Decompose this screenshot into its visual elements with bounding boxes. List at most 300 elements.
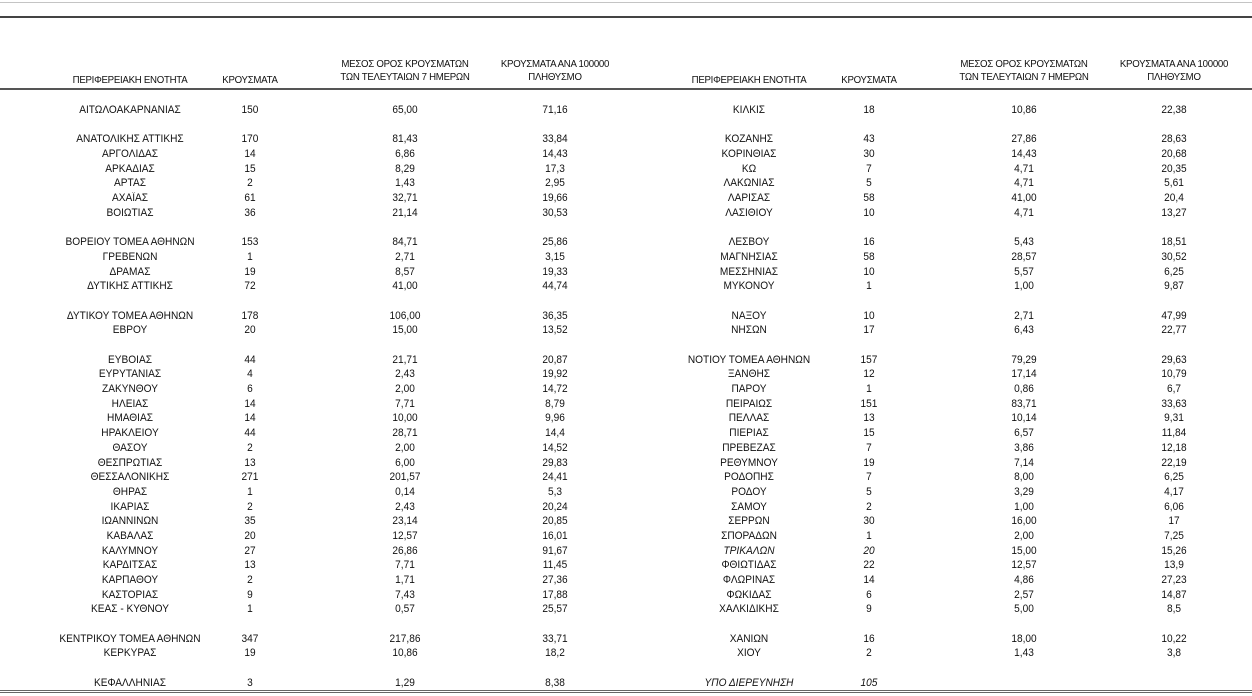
region-cell[interactable]: ΛΑΡΙΣΑΣ xyxy=(727,192,771,205)
region-cell[interactable]: ΜΕΣΣΗΝΙΑΣ xyxy=(719,265,779,278)
per100k-cell[interactable]: 20,24 xyxy=(542,500,568,513)
cases-cell[interactable]: 35 xyxy=(244,515,256,528)
avg7-cell[interactable]: 2,71 xyxy=(1014,309,1034,322)
cases-cell[interactable]: 2 xyxy=(247,177,253,190)
cases-cell[interactable]: 14 xyxy=(863,574,875,586)
table-row xyxy=(619,500,1252,515)
avg7-cell[interactable]: 12,57 xyxy=(1011,559,1037,572)
table-row xyxy=(619,382,1252,397)
avg7-cell[interactable]: 6,86 xyxy=(395,148,415,161)
cases-cell[interactable]: 105 xyxy=(860,676,878,689)
avg7-cell[interactable]: 1,00 xyxy=(1014,280,1034,293)
region-cell[interactable]: ΝΟΤΙΟΥ ΤΟΜΕΑ ΑΘΗΝΩΝ xyxy=(687,353,811,366)
cases-cell[interactable]: 20 xyxy=(863,544,875,557)
cases-cell[interactable]: 14 xyxy=(244,397,256,410)
avg7-cell[interactable]: 5,00 xyxy=(1014,603,1034,616)
avg7-cell[interactable]: 4,71 xyxy=(1014,162,1034,175)
cases-cell[interactable]: 1 xyxy=(247,603,253,616)
region-cell[interactable]: ΧΑΛΚΙΔΙΚΗΣ xyxy=(719,603,779,616)
region-cell[interactable]: ΙΩΑΝΝΙΝΩΝ xyxy=(101,515,159,528)
per100k-cell[interactable]: 3,15 xyxy=(545,250,565,263)
per100k-cell[interactable]: 14,43 xyxy=(542,148,568,161)
per100k-cell[interactable]: 30,53 xyxy=(542,206,568,219)
cases-cell[interactable]: 151 xyxy=(860,397,878,410)
avg7-cell[interactable]: 41,00 xyxy=(392,280,418,293)
cases-cell[interactable]: 43 xyxy=(863,133,875,146)
region-cell[interactable]: ΘΕΣΣΑΛΟΝΙΚΗΣ xyxy=(90,471,170,484)
region-cell[interactable]: ΦΛΩΡΙΝΑΣ xyxy=(722,574,776,586)
region-cell[interactable]: ΦΩΚΙΔΑΣ xyxy=(726,588,772,601)
cases-cell[interactable]: 36 xyxy=(244,206,256,219)
region-cell[interactable]: ΡΕΘΥΜΝΟΥ xyxy=(720,456,778,469)
region-cell[interactable]: ΚΩ xyxy=(741,162,757,175)
avg7-cell[interactable]: 1,43 xyxy=(1014,647,1034,660)
per100k-cell[interactable]: 3,8 xyxy=(1166,647,1182,660)
per100k-cell[interactable]: 6,25 xyxy=(1164,471,1184,484)
avg7-cell[interactable]: 3,29 xyxy=(1014,485,1034,498)
per100k-cell[interactable]: 8,5 xyxy=(1166,603,1182,616)
per100k-cell[interactable]: 15,26 xyxy=(1161,544,1187,557)
per100k-cell[interactable]: 27,23 xyxy=(1161,574,1187,586)
cases-cell[interactable]: 10 xyxy=(863,206,875,219)
region-cell[interactable]: ΞΑΝΘΗΣ xyxy=(727,368,771,381)
per100k-cell[interactable]: 20,87 xyxy=(542,353,568,366)
avg7-cell[interactable]: 217,86 xyxy=(389,632,421,645)
region-cell[interactable]: ΘΗΡΑΣ xyxy=(112,485,148,498)
header-avg7 xyxy=(336,58,474,88)
per100k-cell[interactable]: 13,9 xyxy=(1164,559,1184,572)
cases-cell[interactable]: 271 xyxy=(241,471,259,484)
table-row xyxy=(619,162,1252,177)
cases-cell[interactable]: 44 xyxy=(244,353,256,366)
avg7-cell[interactable]: 83,71 xyxy=(1011,397,1037,410)
avg7-cell[interactable]: 6,00 xyxy=(395,456,415,469)
per100k-cell[interactable]: 36,35 xyxy=(542,309,568,322)
cases-cell[interactable]: 6 xyxy=(866,588,872,601)
per100k-cell[interactable]: 33,84 xyxy=(542,133,568,146)
per100k-cell[interactable]: 22,38 xyxy=(1161,104,1187,116)
table-row xyxy=(0,602,632,617)
table-row xyxy=(0,367,632,382)
per100k-cell[interactable]: 17,3 xyxy=(545,162,565,175)
cases-cell[interactable]: 30 xyxy=(863,515,875,528)
cases-cell[interactable]: 19 xyxy=(863,456,875,469)
per100k-cell[interactable]: 20,85 xyxy=(542,515,568,528)
region-cell[interactable]: ΒΟΙΩΤΙΑΣ xyxy=(106,206,154,219)
cases-cell[interactable]: 10 xyxy=(863,265,875,278)
avg7-cell[interactable]: 5,57 xyxy=(1014,265,1034,278)
avg7-cell[interactable]: 201,57 xyxy=(389,471,421,484)
cases-cell[interactable]: 2 xyxy=(866,647,872,660)
header-avg7 xyxy=(955,58,1093,88)
avg7-cell[interactable]: 18,00 xyxy=(1011,632,1037,645)
cases-cell[interactable]: 22 xyxy=(863,559,875,572)
cases-cell[interactable]: 2 xyxy=(247,441,253,454)
per100k-cell[interactable]: 25,86 xyxy=(542,236,568,249)
table-row xyxy=(619,235,1252,250)
per100k-cell[interactable]: 27,36 xyxy=(542,574,568,586)
region-cell[interactable]: ΓΡΕΒΕΝΩΝ xyxy=(102,250,158,263)
region-cell[interactable]: ΚΟΡΙΝΘΙΑΣ xyxy=(721,148,777,161)
avg7-cell[interactable]: 14,43 xyxy=(1011,148,1037,161)
table-row xyxy=(0,544,632,559)
region-cell[interactable]: ΚΑΣΤΟΡΙΑΣ xyxy=(101,588,159,601)
per100k-cell[interactable]: 20,4 xyxy=(1164,192,1184,205)
region-cell[interactable]: ΡΟΔΟΥ xyxy=(731,485,767,498)
avg7-cell[interactable]: 2,71 xyxy=(395,250,415,263)
avg7-cell[interactable]: 26,86 xyxy=(392,544,418,557)
avg7-cell[interactable]: 21,14 xyxy=(392,206,418,219)
region-cell[interactable]: ΚΕΑΣ - ΚΥΘΝΟΥ xyxy=(91,603,169,616)
avg7-cell[interactable]: 2,00 xyxy=(1014,529,1034,542)
region-cell[interactable]: ΗΛΕΙΑΣ xyxy=(111,397,149,410)
avg7-cell[interactable]: 10,00 xyxy=(392,412,418,425)
table-row xyxy=(619,602,1252,617)
cases-cell[interactable]: 61 xyxy=(244,192,256,205)
region-cell[interactable]: ΣΕΡΡΩΝ xyxy=(728,515,770,528)
cases-cell[interactable]: 170 xyxy=(241,133,259,146)
cases-cell[interactable]: 15 xyxy=(863,427,875,440)
cases-cell[interactable]: 58 xyxy=(863,250,875,263)
avg7-cell[interactable]: 2,57 xyxy=(1014,588,1034,601)
region-cell[interactable]: ΤΡΙΚΑΛΩΝ xyxy=(723,544,775,557)
region-cell[interactable]: ΔΥΤΙΚΟΥ ΤΟΜΕΑ ΑΘΗΝΩΝ xyxy=(66,309,194,322)
per100k-cell[interactable]: 10,22 xyxy=(1161,632,1187,645)
avg7-cell[interactable]: 1,71 xyxy=(395,574,415,586)
per100k-cell[interactable]: 29,83 xyxy=(542,456,568,469)
cases-cell[interactable]: 19 xyxy=(244,647,256,660)
avg7-cell[interactable]: 21,71 xyxy=(392,353,418,366)
cases-cell[interactable]: 58 xyxy=(863,192,875,205)
region-cell[interactable]: ΛΕΣΒΟΥ xyxy=(728,236,770,249)
table-row xyxy=(619,176,1252,191)
avg7-cell[interactable]: 0,86 xyxy=(1014,383,1034,396)
cases-cell[interactable]: 9 xyxy=(247,588,253,601)
region-cell[interactable]: ΚΑΛΥΜΝΟΥ xyxy=(101,544,159,557)
per100k-cell[interactable]: 16,01 xyxy=(542,529,568,542)
per100k-cell[interactable]: 12,18 xyxy=(1161,441,1187,454)
avg7-cell[interactable]: 10,86 xyxy=(1011,104,1037,116)
region-cell[interactable]: ΒΟΡΕΙΟΥ ΤΟΜΕΑ ΑΘΗΝΩΝ xyxy=(65,236,195,249)
per100k-cell[interactable]: 20,68 xyxy=(1161,148,1187,161)
cases-cell[interactable]: 10 xyxy=(863,309,875,322)
region-cell[interactable]: ΚΑΡΔΙΤΣΑΣ xyxy=(102,559,158,572)
per100k-cell[interactable]: 14,4 xyxy=(545,427,565,440)
avg7-cell[interactable]: 15,00 xyxy=(392,324,418,337)
region-cell[interactable]: ΠΡΕΒΕΖΑΣ xyxy=(722,441,776,454)
avg7-cell[interactable]: 81,43 xyxy=(392,133,418,146)
region-cell[interactable]: ΑΡΤΑΣ xyxy=(114,177,146,190)
cases-cell[interactable]: 30 xyxy=(863,148,875,161)
region-cell[interactable]: ΑΡΚΑΔΙΑΣ xyxy=(105,162,155,175)
table-row xyxy=(0,235,632,250)
avg7-cell[interactable]: 4,71 xyxy=(1014,177,1034,190)
region-cell[interactable]: ΕΥΡΥΤΑΝΙΑΣ xyxy=(98,368,162,381)
per100k-cell[interactable]: 24,41 xyxy=(542,471,568,484)
per100k-cell[interactable]: 33,71 xyxy=(542,632,568,645)
cases-cell[interactable]: 4 xyxy=(247,368,253,381)
per100k-cell[interactable]: 6,7 xyxy=(1166,383,1182,396)
per100k-cell[interactable]: 8,38 xyxy=(545,676,565,689)
cases-cell[interactable]: 17 xyxy=(863,324,875,337)
avg7-cell[interactable]: 2,43 xyxy=(395,500,415,513)
region-cell[interactable]: ΘΕΣΠΡΩΤΙΑΣ xyxy=(97,456,163,469)
cases-cell[interactable]: 153 xyxy=(241,236,259,249)
table-row xyxy=(0,397,632,412)
avg7-cell[interactable]: 17,14 xyxy=(1011,368,1037,381)
cases-cell[interactable]: 13 xyxy=(863,412,875,425)
region-cell[interactable]: ΙΚΑΡΙΑΣ xyxy=(110,500,150,513)
header-per100k xyxy=(1105,58,1243,88)
cases-cell[interactable]: 6 xyxy=(247,383,253,396)
per100k-cell[interactable]: 9,96 xyxy=(545,412,565,425)
table-row xyxy=(619,514,1252,529)
avg7-cell[interactable]: 7,14 xyxy=(1014,456,1034,469)
cases-cell[interactable]: 27 xyxy=(244,544,256,557)
avg7-cell[interactable]: 28,57 xyxy=(1011,250,1037,263)
cases-cell[interactable]: 72 xyxy=(244,280,256,293)
per100k-cell[interactable]: 33,63 xyxy=(1161,397,1187,410)
cases-cell[interactable]: 7 xyxy=(866,162,872,175)
avg7-cell[interactable]: 1,29 xyxy=(395,676,415,689)
region-cell[interactable]: ΖΑΚΥΝΘΟΥ xyxy=(102,383,158,396)
per100k-cell[interactable]: 18,51 xyxy=(1161,236,1187,249)
cases-cell[interactable]: 18 xyxy=(863,104,875,116)
region-cell[interactable]: ΚΕΡΚΥΡΑΣ xyxy=(103,647,157,660)
region-cell[interactable]: ΑΙΤΩΛΟΑΚΑΡΝΑΝΙΑΣ xyxy=(79,104,181,116)
avg7-cell[interactable]: 7,71 xyxy=(395,397,415,410)
table-row xyxy=(619,470,1252,485)
per100k-cell[interactable]: 10,79 xyxy=(1161,368,1187,381)
region-cell[interactable]: ΡΟΔΟΠΗΣ xyxy=(724,471,774,484)
avg7-cell[interactable]: 4,86 xyxy=(1014,574,1034,586)
per100k-cell[interactable]: 5,3 xyxy=(547,485,563,498)
region-cell[interactable]: ΑΡΓΟΛΙΔΑΣ xyxy=(101,148,159,161)
region-cell[interactable]: ΜΥΚΟΝΟΥ xyxy=(723,280,775,293)
cases-cell[interactable]: 14 xyxy=(244,412,256,425)
avg7-cell[interactable]: 10,86 xyxy=(392,647,418,660)
per100k-cell[interactable]: 22,77 xyxy=(1161,324,1187,337)
per100k-cell[interactable]: 8,79 xyxy=(545,397,565,410)
avg7-cell[interactable]: 27,86 xyxy=(1011,133,1037,146)
per100k-cell[interactable]: 19,92 xyxy=(542,368,568,381)
avg7-cell[interactable]: 3,86 xyxy=(1014,441,1034,454)
avg7-cell[interactable]: 0,14 xyxy=(395,485,415,498)
blank-row xyxy=(619,338,1252,353)
avg7-cell[interactable]: 23,14 xyxy=(392,515,418,528)
cases-cell[interactable]: 20 xyxy=(244,529,256,542)
per100k-cell[interactable]: 47,99 xyxy=(1161,309,1187,322)
avg7-cell[interactable]: 16,00 xyxy=(1011,515,1037,528)
blank-row xyxy=(0,221,632,236)
per100k-cell[interactable]: 28,63 xyxy=(1161,133,1187,146)
table-row xyxy=(0,470,632,485)
region-cell[interactable]: ΔΥΤΙΚΗΣ ΑΤΤΙΚΗΣ xyxy=(87,280,173,293)
cases-cell[interactable]: 44 xyxy=(244,427,256,440)
avg7-cell[interactable]: 65,00 xyxy=(392,104,418,116)
region-cell[interactable]: ΧΑΝΙΩΝ xyxy=(729,632,769,645)
region-cell[interactable]: ΦΘΙΩΤΙΔΑΣ xyxy=(721,559,777,572)
per100k-cell[interactable]: 19,33 xyxy=(542,265,568,278)
per100k-cell[interactable]: 18,2 xyxy=(545,647,565,660)
cases-cell[interactable]: 1 xyxy=(247,250,253,263)
avg7-cell[interactable]: 0,57 xyxy=(395,603,415,616)
per100k-cell[interactable]: 25,57 xyxy=(542,603,568,616)
per100k-cell[interactable]: 11,45 xyxy=(542,559,568,572)
cases-cell[interactable]: 16 xyxy=(863,632,875,645)
per100k-cell[interactable]: 29,63 xyxy=(1161,353,1187,366)
cases-cell[interactable]: 12 xyxy=(863,368,875,381)
avg7-cell[interactable]: 8,57 xyxy=(395,265,415,278)
avg7-cell[interactable]: 32,71 xyxy=(392,192,418,205)
per100k-cell[interactable]: 2,95 xyxy=(545,177,565,190)
per100k-cell[interactable]: 71,16 xyxy=(542,104,568,116)
cases-cell[interactable]: 5 xyxy=(866,177,872,190)
avg7-cell[interactable]: 106,00 xyxy=(389,309,421,322)
cases-cell[interactable]: 7 xyxy=(866,441,872,454)
avg7-cell[interactable]: 6,57 xyxy=(1014,427,1034,440)
region-cell[interactable]: ΔΡΑΜΑΣ xyxy=(109,265,151,278)
cases-cell[interactable]: 2 xyxy=(247,500,253,513)
avg7-cell[interactable]: 1,00 xyxy=(1014,500,1034,513)
region-cell[interactable]: ΠΙΕΡΙΑΣ xyxy=(729,427,769,440)
avg7-cell[interactable]: 8,00 xyxy=(1014,471,1034,484)
region-cell[interactable]: ΜΑΓΝΗΣΙΑΣ xyxy=(720,250,778,263)
avg7-cell[interactable]: 6,43 xyxy=(1014,324,1034,337)
region-cell[interactable]: ΛΑΚΩΝΙΑΣ xyxy=(723,177,775,190)
per100k-cell[interactable]: 11,84 xyxy=(1161,427,1187,440)
region-cell[interactable]: ΧΙΟΥ xyxy=(737,647,761,660)
table-row xyxy=(619,103,1252,118)
avg7-cell[interactable]: 4,71 xyxy=(1014,206,1034,219)
region-cell[interactable]: ΚΕΦΑΛΛΗΝΙΑΣ xyxy=(94,676,166,689)
per100k-cell[interactable]: 30,52 xyxy=(1161,250,1187,263)
avg7-cell[interactable]: 2,00 xyxy=(395,383,415,396)
cases-cell[interactable]: 1 xyxy=(866,529,872,542)
region-cell[interactable]: ΝΑΞΟΥ xyxy=(731,309,767,322)
avg7-cell[interactable]: 2,00 xyxy=(395,441,415,454)
per100k-cell[interactable]: 9,87 xyxy=(1164,280,1184,293)
cases-cell[interactable]: 347 xyxy=(241,632,259,645)
avg7-cell[interactable]: 79,29 xyxy=(1011,353,1037,366)
per100k-cell[interactable]: 6,06 xyxy=(1164,500,1184,513)
per100k-cell[interactable]: 17 xyxy=(1168,515,1180,528)
table-row xyxy=(619,397,1252,412)
per100k-cell[interactable]: 14,72 xyxy=(542,383,568,396)
cases-cell[interactable]: 16 xyxy=(863,236,875,249)
cases-cell[interactable]: 5 xyxy=(866,485,872,498)
cases-cell[interactable]: 14 xyxy=(244,148,256,161)
per100k-cell[interactable]: 44,74 xyxy=(542,280,568,293)
per100k-cell[interactable]: 14,87 xyxy=(1161,588,1187,601)
table-row xyxy=(619,250,1252,265)
table-row xyxy=(619,279,1252,294)
per100k-cell[interactable]: 91,67 xyxy=(542,544,568,557)
per100k-cell[interactable]: 14,52 xyxy=(542,441,568,454)
table-row xyxy=(619,323,1252,338)
region-cell[interactable]: ΗΜΑΘΙΑΣ xyxy=(107,412,153,425)
cases-cell[interactable]: 15 xyxy=(244,162,256,175)
per100k-cell[interactable]: 7,25 xyxy=(1164,529,1184,542)
cases-cell[interactable]: 9 xyxy=(866,603,872,616)
avg7-cell[interactable]: 28,71 xyxy=(392,427,418,440)
blank-row xyxy=(619,617,1252,632)
avg7-cell[interactable]: 12,57 xyxy=(392,529,418,542)
avg7-cell[interactable]: 84,71 xyxy=(392,236,418,249)
region-cell[interactable]: ΑΝΑΤΟΛΙΚΗΣ ΑΤΤΙΚΗΣ xyxy=(76,133,184,146)
avg7-cell[interactable]: 5,43 xyxy=(1014,236,1034,249)
cases-cell[interactable]: 20 xyxy=(244,324,256,337)
table-row xyxy=(619,676,1252,691)
region-cell[interactable]: ΕΥΒΟΙΑΣ xyxy=(108,353,152,366)
region-cell[interactable]: ΝΗΣΩΝ xyxy=(731,324,767,337)
region-cell[interactable]: ΥΠΟ ΔΙΕΡΕΥΝΗΣΗ xyxy=(704,676,794,689)
region-cell[interactable]: ΚΑΡΠΑΘΟΥ xyxy=(101,574,159,586)
cases-cell[interactable]: 2 xyxy=(247,574,253,586)
cases-cell[interactable]: 157 xyxy=(860,353,878,366)
region-cell[interactable]: ΚΕΝΤΡΙΚΟΥ ΤΟΜΕΑ ΑΘΗΝΩΝ xyxy=(59,632,201,645)
cases-cell[interactable]: 3 xyxy=(247,676,253,689)
region-cell[interactable]: ΠΕΛΛΑΣ xyxy=(728,412,770,425)
region-cell[interactable]: ΗΡΑΚΛΕΙΟΥ xyxy=(101,427,159,440)
region-cell[interactable]: ΣΠΟΡΑΔΩΝ xyxy=(721,529,777,542)
avg7-cell[interactable]: 2,43 xyxy=(395,368,415,381)
cases-cell[interactable]: 13 xyxy=(244,456,256,469)
per100k-cell[interactable]: 17,88 xyxy=(542,588,568,601)
region-cell[interactable]: ΣΑΜΟΥ xyxy=(731,500,767,513)
per100k-cell[interactable]: 19,66 xyxy=(542,192,568,205)
per100k-cell[interactable]: 9,31 xyxy=(1164,412,1184,425)
avg7-cell[interactable]: 15,00 xyxy=(1011,544,1037,557)
cases-cell[interactable]: 1 xyxy=(247,485,253,498)
avg7-cell[interactable]: 7,43 xyxy=(395,588,415,601)
avg7-cell[interactable]: 7,71 xyxy=(395,559,415,572)
table-row xyxy=(619,529,1252,544)
cases-cell[interactable]: 1 xyxy=(866,280,872,293)
avg7-cell[interactable]: 41,00 xyxy=(1011,192,1037,205)
region-cell[interactable]: ΚΙΛΚΙΣ xyxy=(732,104,766,116)
per100k-cell[interactable]: 6,25 xyxy=(1164,265,1184,278)
cases-cell[interactable]: 19 xyxy=(244,265,256,278)
region-cell[interactable]: ΛΑΣΙΘΙΟΥ xyxy=(725,206,773,219)
avg7-cell[interactable]: 10,14 xyxy=(1011,412,1037,425)
region-cell[interactable]: ΘΑΣΟΥ xyxy=(112,441,148,454)
per100k-cell[interactable]: 5,61 xyxy=(1164,177,1184,190)
region-cell[interactable]: ΕΒΡΟΥ xyxy=(112,324,148,337)
per100k-cell[interactable]: 13,52 xyxy=(542,324,568,337)
per100k-cell[interactable]: 4,17 xyxy=(1164,485,1184,498)
cases-cell[interactable]: 2 xyxy=(866,500,872,513)
avg7-cell[interactable]: 8,29 xyxy=(395,162,415,175)
header-cases: ΚΡΟΥΣΜΑΤΑ xyxy=(841,74,897,86)
cases-cell[interactable]: 7 xyxy=(866,471,872,484)
region-cell[interactable]: ΑΧΑΪΑΣ xyxy=(111,192,149,205)
region-cell[interactable]: ΠΕΙΡΑΙΩΣ xyxy=(725,397,773,410)
header-per100k xyxy=(486,58,624,88)
avg7-cell[interactable]: 1,43 xyxy=(395,177,415,190)
per100k-cell[interactable]: 22,19 xyxy=(1161,456,1187,469)
per100k-cell[interactable]: 20,35 xyxy=(1161,162,1187,175)
cases-cell[interactable]: 1 xyxy=(866,383,872,396)
region-cell[interactable]: ΚΑΒΑΛΑΣ xyxy=(106,529,154,542)
cases-cell[interactable]: 178 xyxy=(241,309,259,322)
region-cell[interactable]: ΚΟΖΑΝΗΣ xyxy=(724,133,774,146)
per100k-cell[interactable]: 13,27 xyxy=(1161,206,1187,219)
region-cell[interactable]: ΠΑΡΟΥ xyxy=(731,383,767,396)
cases-cell[interactable]: 13 xyxy=(244,559,256,572)
header-underline xyxy=(0,88,632,90)
cases-cell[interactable]: 150 xyxy=(241,104,259,116)
